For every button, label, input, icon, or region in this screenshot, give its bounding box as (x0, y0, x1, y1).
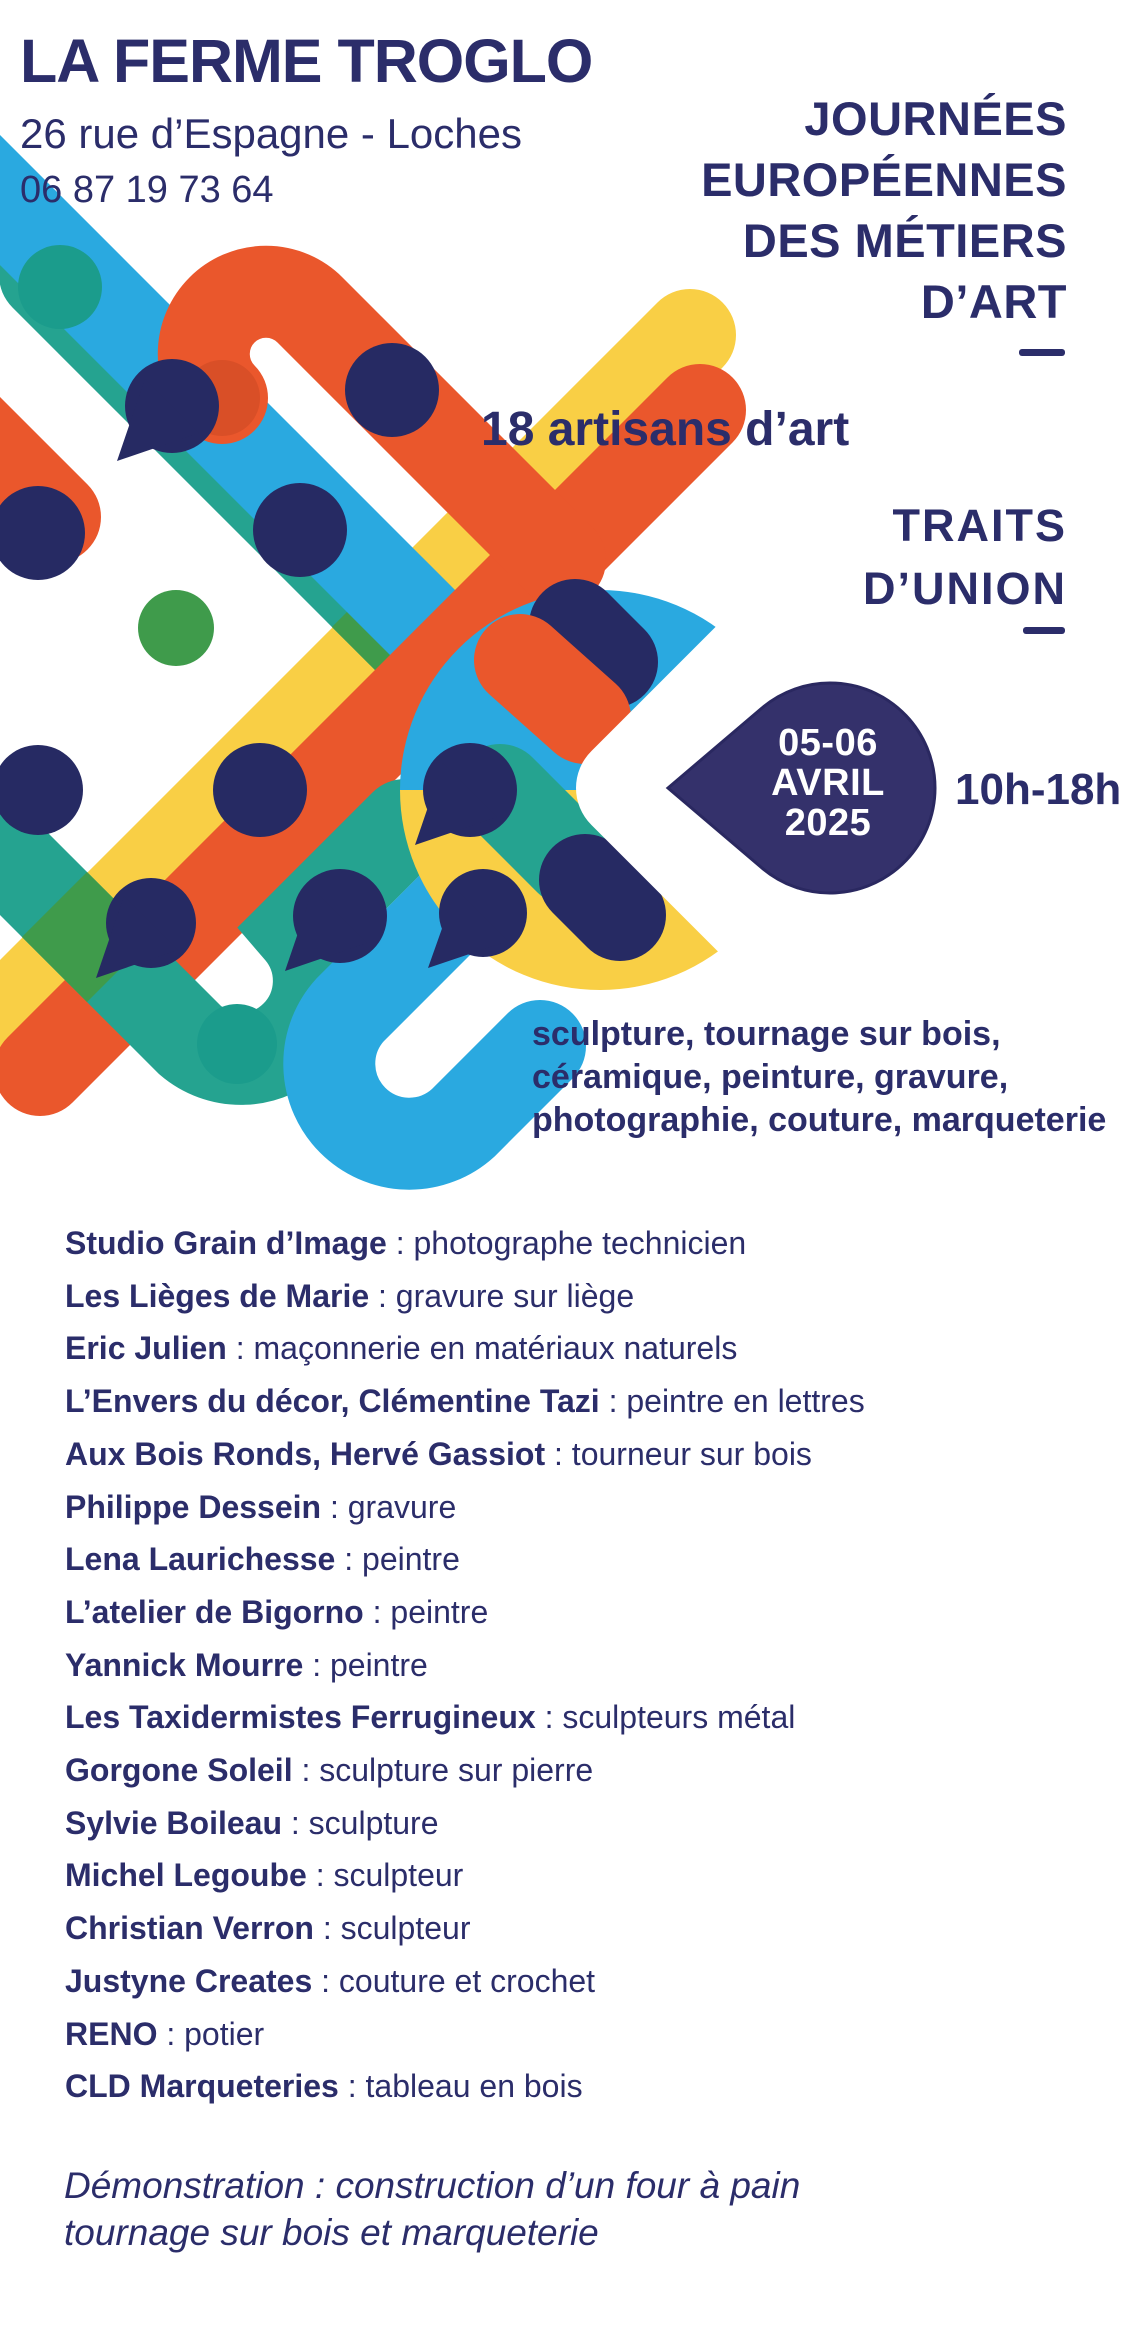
artisan-separator: : (321, 1488, 348, 1525)
artisan-name: Eric Julien (65, 1330, 227, 1367)
demo-note (64, 2162, 800, 2256)
artisan-separator: : (306, 1857, 334, 1894)
artisan-separator: : (312, 1962, 339, 1999)
artisan-craft: sculpture sur pierre (319, 1752, 594, 1789)
artisan-separator: : (281, 1804, 309, 1841)
artisan-craft: peintre (362, 1541, 460, 1578)
artisan-row (65, 1322, 865, 1375)
event-title-line: D’ART (920, 275, 1067, 328)
artisan-craft: gravure (347, 1488, 457, 1525)
demo-line: Démonstration : construction d’un four à pain (64, 2165, 801, 2206)
crafts-line: sculpture, tournage sur bois, (532, 1015, 1001, 1053)
teal-cap (197, 1004, 277, 1084)
artisan-craft: gravure sur liège (395, 1277, 635, 1314)
artisan-name: RENO (65, 2015, 158, 2052)
artisan-row (65, 1955, 865, 2008)
crafts-line: céramique, peinture, gravure, (532, 1058, 1009, 1096)
event-title-line: DES MÉTIERS (742, 214, 1067, 267)
artisan-row (65, 1744, 865, 1797)
artisan-row (65, 1639, 865, 1692)
artisan-name: Justyne Creates (65, 1962, 313, 1999)
artisan-craft: peintre en lettres (626, 1383, 865, 1420)
artisan-craft: tourneur sur bois (571, 1435, 812, 1472)
theme-dash (1023, 627, 1065, 634)
artisan-row (65, 2060, 865, 2113)
event-title-line: EUROPÉENNES (701, 153, 1067, 206)
artisan-row (65, 1902, 865, 1955)
title-dash (1019, 349, 1065, 356)
artisan-row (65, 1797, 865, 1850)
orange-stub (520, 660, 585, 718)
artisan-separator: : (157, 2015, 185, 2052)
teal-cap (18, 245, 102, 329)
artisan-name: Yannick Mourre (65, 1646, 304, 1683)
venue-phone: 06 87 19 73 64 (20, 169, 274, 211)
artisan-craft: peintre (329, 1646, 428, 1683)
crafts-summary (532, 1013, 1106, 1142)
artisan-name: Philippe Dessein (65, 1488, 322, 1525)
artisan-craft: couture et crochet (338, 1962, 596, 1999)
artisan-separator: : (338, 2068, 366, 2105)
artisan-craft: maçonnerie en matériaux naturels (253, 1330, 738, 1367)
crafts-line: photographie, couture, marqueterie (532, 1101, 1107, 1139)
navy-stub (585, 880, 620, 915)
artisan-craft: sculpteur (340, 1910, 471, 1947)
artisan-separator: : (535, 1699, 563, 1736)
artisan-list (65, 1217, 865, 2113)
event-theme-line: D’UNION (863, 563, 1067, 614)
artisan-row (65, 1586, 865, 1639)
event-theme (863, 494, 1067, 620)
artisan-row (65, 2008, 865, 2061)
artisan-name: Sylvie Boileau (65, 1804, 282, 1841)
artisan-craft: peintre (390, 1593, 489, 1630)
artisan-craft: sculpture (308, 1804, 439, 1841)
green-disc (138, 590, 214, 666)
artisan-name: Lena Laurichesse (65, 1541, 336, 1578)
demo-line: tournage sur bois et marqueterie (64, 2212, 599, 2253)
artisan-row (65, 1428, 865, 1481)
artisan-row (65, 1481, 865, 1534)
artisan-separator: : (386, 1225, 414, 1261)
badge-date-line: 2025 (784, 802, 872, 844)
artisan-row (65, 1691, 865, 1744)
artisan-name: Michel Legoube (65, 1857, 307, 1894)
event-title (701, 88, 1067, 332)
artisan-name: Studio Grain d’Image (65, 1225, 387, 1261)
artisan-name: Les Taxidermistes Ferrugineux (65, 1699, 536, 1736)
badge-dates (718, 723, 938, 843)
artisan-separator: : (226, 1330, 254, 1367)
artisan-craft: photographe technicien (413, 1225, 747, 1261)
event-theme-line: TRAITS (892, 500, 1067, 551)
artisan-row (65, 1849, 865, 1902)
artisan-separator: : (369, 1277, 396, 1314)
artisans-count: 18 artisans d’art (481, 403, 850, 456)
artisan-name: Les Lièges de Marie (65, 1277, 370, 1314)
artisan-name: Aux Bois Ronds, Hervé Gassiot (65, 1435, 546, 1472)
artisan-row (65, 1533, 865, 1586)
artisan-separator: : (303, 1646, 330, 1683)
artisan-name: Gorgone Soleil (65, 1752, 293, 1789)
artisan-name: L’atelier de Bigorno (65, 1593, 364, 1630)
artisan-craft: sculpteur (333, 1857, 464, 1894)
artisan-separator: : (292, 1752, 320, 1789)
artisan-separator: : (335, 1541, 363, 1578)
artisan-separator: : (599, 1383, 627, 1420)
artisan-craft: tableau en bois (365, 2068, 583, 2105)
artisan-row (65, 1270, 865, 1323)
opening-hours: 10h-18h (955, 765, 1122, 814)
badge-date-line: 05-06 (778, 722, 878, 764)
artisan-row (65, 1217, 865, 1270)
badge-date-line: AVRIL (771, 762, 885, 804)
artisan-craft: sculpteurs métal (562, 1699, 796, 1736)
artisan-name: L’Envers du décor, Clémentine Tazi (65, 1383, 600, 1420)
artisan-craft: potier (184, 2015, 265, 2052)
artisan-row (65, 1375, 865, 1428)
artisan-name: CLD Marqueteries (65, 2068, 339, 2105)
artisan-separator: : (313, 1910, 341, 1947)
event-title-line: JOURNÉES (804, 92, 1067, 145)
venue-name: LA FERME TROGLO (20, 27, 593, 95)
artisan-separator: : (545, 1435, 572, 1472)
artisan-separator: : (363, 1593, 391, 1630)
venue-address: 26 rue d’Espagne - Loches (20, 110, 523, 157)
artisan-name: Christian Verron (65, 1910, 314, 1947)
